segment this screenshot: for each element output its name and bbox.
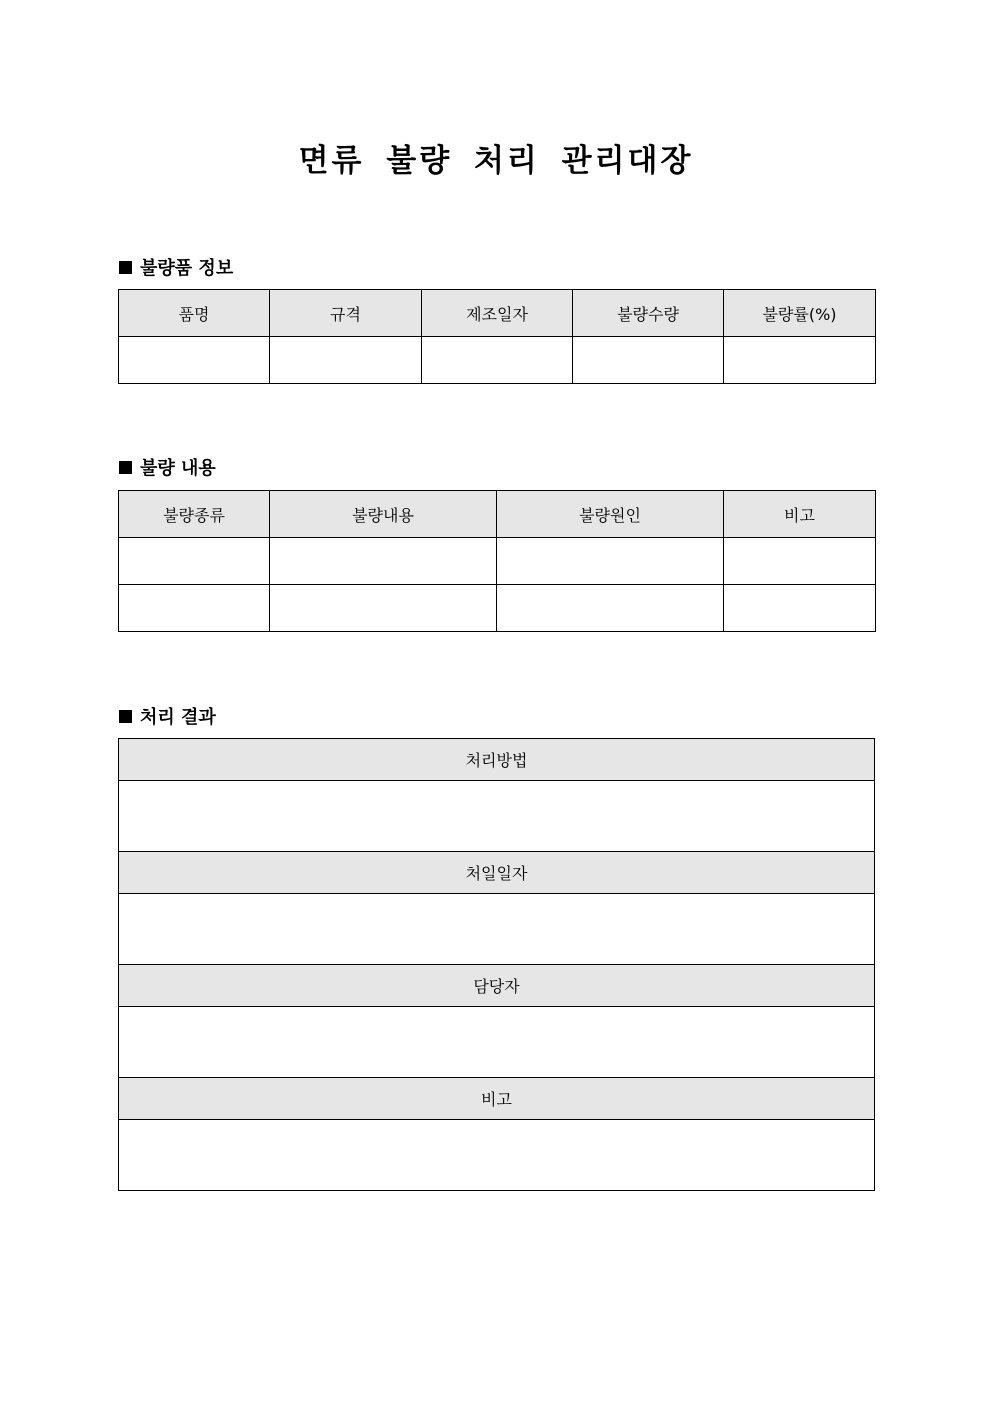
- section-heading-info: [119, 254, 233, 280]
- header-processing-method: 처리방법: [119, 739, 875, 781]
- cell-remarks[interactable]: [724, 538, 876, 585]
- header-defect-cause: 불량원인: [497, 491, 724, 538]
- table-header-row: [119, 1078, 875, 1120]
- cell-processing-date[interactable]: [119, 894, 875, 965]
- processing-result-table: [118, 738, 875, 1191]
- section-heading-label: 불량품 정보: [140, 258, 234, 279]
- table-row: [119, 1120, 875, 1191]
- header-defect-type: 불량종류: [119, 491, 270, 538]
- table-header-row: [119, 739, 875, 781]
- cell-person-in-charge[interactable]: [119, 1007, 875, 1078]
- header-defect-content: 불량내용: [270, 491, 497, 538]
- header-defect-rate: 불량률(%): [724, 290, 876, 337]
- section-heading-detail: [119, 454, 216, 480]
- header-product-name: 품명: [119, 290, 270, 337]
- header-processing-date: 처일일자: [119, 852, 875, 894]
- header-manufacture-date: 제조일자: [422, 290, 573, 337]
- cell-defect-cause[interactable]: [497, 538, 724, 585]
- table-header-row: [119, 965, 875, 1007]
- defect-info-table: [118, 289, 876, 384]
- cell-defect-rate[interactable]: [724, 337, 876, 384]
- table-header-row: [119, 290, 876, 337]
- section-heading-label: 처리 결과: [140, 707, 216, 728]
- table-header-row: [119, 852, 875, 894]
- cell-spec[interactable]: [270, 337, 422, 384]
- table-row: [119, 585, 876, 632]
- table-row: [119, 781, 875, 852]
- table-row: [119, 538, 876, 585]
- cell-defect-type[interactable]: [119, 585, 270, 632]
- cell-defect-cause[interactable]: [497, 585, 724, 632]
- header-remarks: 비고: [724, 491, 876, 538]
- table-row: [119, 1007, 875, 1078]
- cell-remarks[interactable]: [724, 585, 876, 632]
- cell-defect-content[interactable]: [270, 538, 497, 585]
- table-header-row: [119, 491, 876, 538]
- cell-result-remarks[interactable]: [119, 1120, 875, 1191]
- section-heading-label: 불량 내용: [140, 458, 216, 479]
- header-defect-quantity: 불량수량: [573, 290, 724, 337]
- header-spec: 규격: [270, 290, 422, 337]
- header-result-remarks: 비고: [119, 1078, 875, 1120]
- defect-detail-table: [118, 490, 876, 632]
- section-heading-result: [119, 703, 216, 729]
- cell-defect-type[interactable]: [119, 538, 270, 585]
- cell-defect-content[interactable]: [270, 585, 497, 632]
- cell-manufacture-date[interactable]: [422, 337, 573, 384]
- square-bullet-icon: [119, 261, 132, 274]
- square-bullet-icon: [119, 461, 132, 474]
- table-row: [119, 337, 876, 384]
- square-bullet-icon: [119, 710, 132, 723]
- cell-product-name[interactable]: [119, 337, 270, 384]
- cell-processing-method[interactable]: [119, 781, 875, 852]
- table-row: [119, 894, 875, 965]
- header-person-in-charge: 담당자: [119, 965, 875, 1007]
- page-title: 면류 불량 처리 관리대장: [298, 143, 694, 179]
- cell-defect-quantity[interactable]: [573, 337, 724, 384]
